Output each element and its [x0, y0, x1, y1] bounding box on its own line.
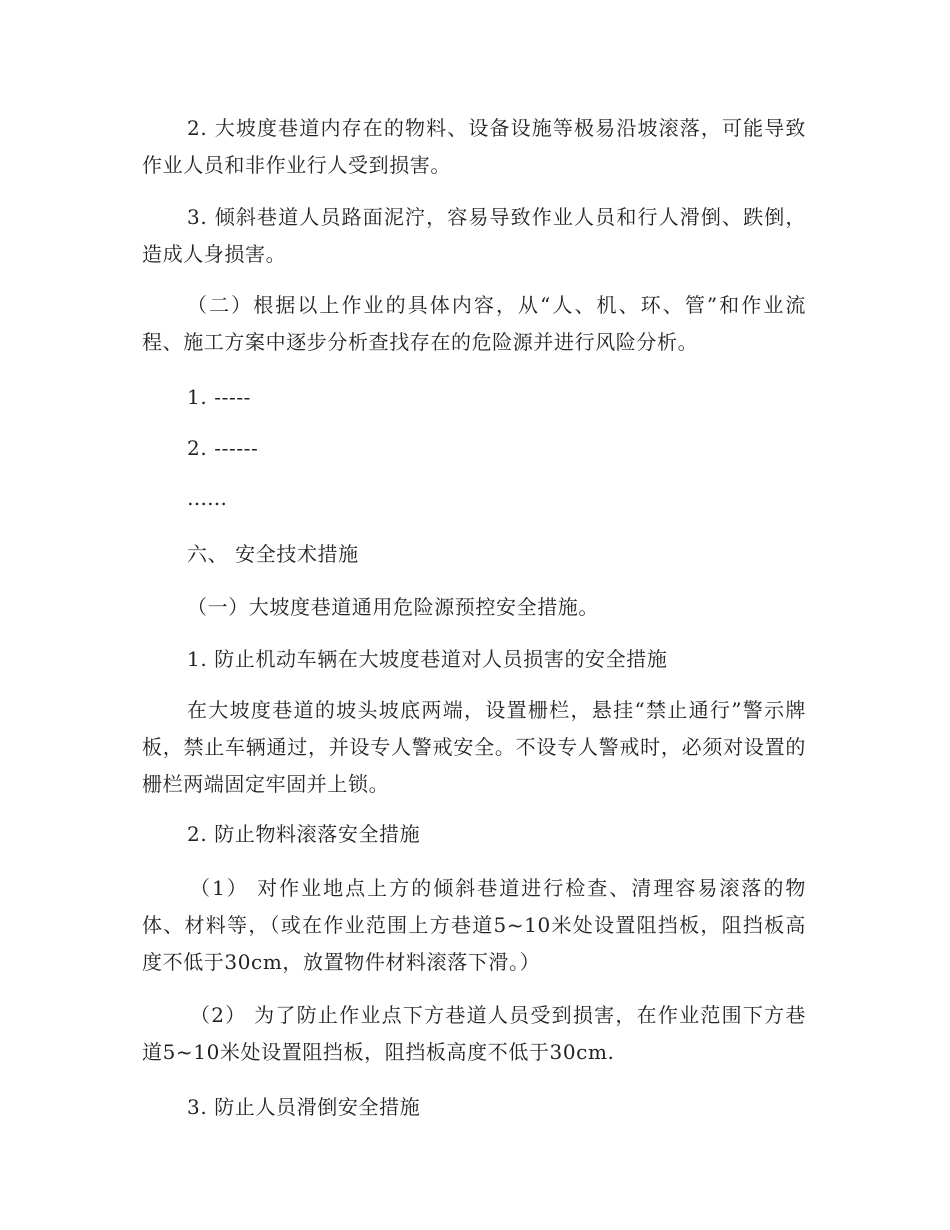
paragraph-material-rolling-hazard: 2. 大坡度巷道内存在的物料、设备设施等极易沿坡滚落，可能导致作业人员和非作业行人受到损害。 [142, 116, 806, 177]
item-heading-slip-prevention: 3. 防止人员滑倒安全措施 [187, 1095, 421, 1119]
paragraph-barrier-warning: 在大坡度巷道的坡头坡底两端，设置栅栏，悬挂“禁止通行”警示牌板，禁止车辆通过，并设专人警戒安全。不设专人警戒时，必须对设置的栅栏两端固定牢固并上锁。 [142, 698, 806, 796]
list-item-placeholder-1: 1. ----- [187, 385, 252, 409]
item-heading-material-rolling: 2. 防止物料滚落安全措施 [187, 822, 421, 846]
paragraph-risk-analysis-intro: （二）根据以上作业的具体内容，从“人、机、环、管”和作业流程、施工方案中逐步分析查找存在的危险源并进行风险分析。 [142, 293, 806, 354]
paragraph-upper-inspection: （1） 对作业地点上方的倾斜巷道进行检查、清理容易滚落的物体、材料等，（或在作业范围上方巷道5~10米处设置阻挡板，阻挡板高度不低于30cm，放置物件材料滚落下滑。） [142, 876, 806, 974]
ellipsis-line: …… [187, 486, 227, 510]
paragraph-lower-barrier: （2） 为了防止作业点下方巷道人员受到损害，在作业范围下方巷道5~10米处设置阻挡板，阻挡板高度不低于30cm. [142, 1003, 806, 1064]
item-heading-vehicle-safety: 1. 防止机动车辆在大坡度巷道对人员损害的安全措施 [187, 647, 668, 671]
subsection-heading-general-hazard-control: （一）大坡度巷道通用危险源预控安全措施。 [187, 595, 599, 619]
section-heading-safety-measures: 六、 安全技术措施 [187, 542, 359, 566]
list-item-placeholder-2: 2. ------ [187, 436, 259, 460]
paragraph-muddy-road-hazard: 3. 倾斜巷道人员路面泥泞，容易导致作业人员和行人滑倒、跌倒，造成人身损害。 [142, 205, 806, 266]
